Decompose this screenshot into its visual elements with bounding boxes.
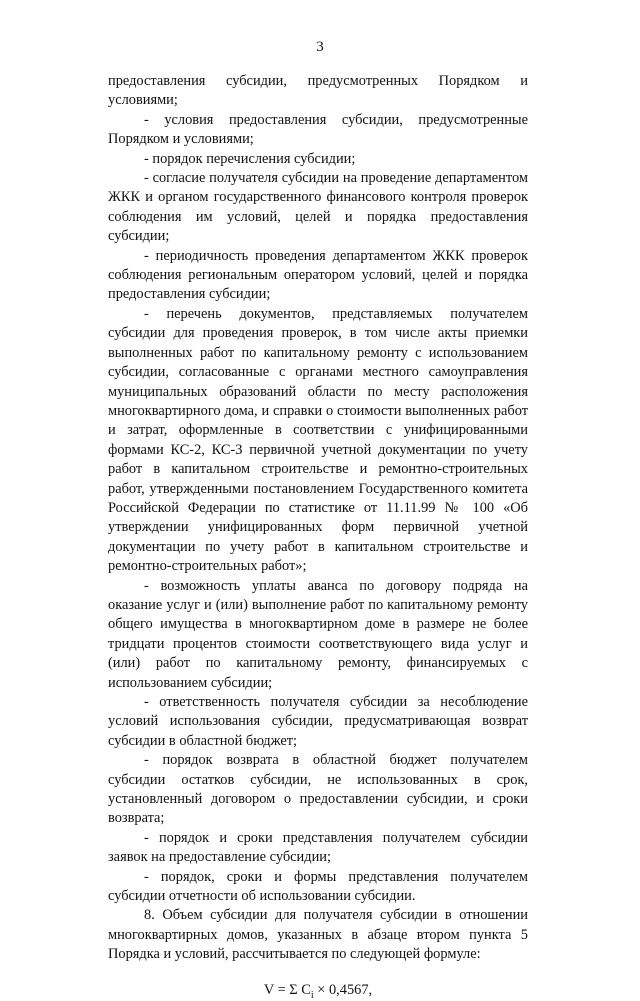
paragraph: - ответственность получателя субсидии за несоблюдение условий использования субсидии, предусматривающая возврат субсидии в областной бюджет; — [108, 694, 528, 749]
paragraph: - порядок и сроки представления получателем субсидии заявок на предоставление субсидии; — [108, 829, 528, 866]
subsidy-formula — [108, 981, 528, 1000]
formula-subscript: i — [310, 989, 314, 1001]
paragraph: - согласие получателя субсидии на проведение департаментом ЖКК и органом государственного финансового контроля проверок соблюдения им условий, целей и порядка предоставления субсидии; — [108, 170, 528, 245]
paragraph: - возможность уплаты аванса по договору подряда на оказание услуг и (или) выполнение работ по капитальному ремонту общего имущества в многоквартирном доме в размере не более тридцати процентов стоимости соответствующего вида услуг и (или) работ по капитальному ремонту, финансируемых с использованием субсидии; — [108, 577, 528, 691]
paragraph: предоставления субсидии, предусмотренных Порядком и условиями; — [108, 73, 528, 109]
paragraph: - условия предоставления субсидии, предусмотренные Порядком и условиями; — [108, 111, 528, 148]
paragraph: 8. Объем субсидии для получателя субсидии в отношении многоквартирных домов, указанных в абзаце втором пункта 5 Порядка и условий, рассчитывается по следующей формуле: — [108, 907, 528, 963]
paragraph: - периодичность проведения департаментом ЖКК проверок соблюдения региональным оператором условий, целей и порядка предоставления субсидии; — [108, 247, 528, 303]
formula-lhs: V = Σ C — [263, 981, 311, 998]
paragraph: - порядок возврата в областной бюджет получателем субсидии остатков субсидии, не использованных в срок, установленный договором о предоставлении субсидии, и сроки возврата; — [108, 752, 528, 827]
document-body — [108, 72, 528, 1000]
paragraph: - перечень документов, представляемых получателем субсидии для проведения проверок, в том числе акты приемки выполненных работ по капитальному ремонту с использованием субсидии, согласованные с органами местного самоуправления муниципальных образований области по месту расположения многоквартирного дома, и справки о стоимости выполненных работ и затрат, оформленные в соответствии с унифицированными формами КС-2, КС-3 первичной учетной документации по учету работ в капитальном строительстве и ремонтно-строительных работ, утвержденными постановлением Государственного комитета Российской Федерации по статистике от 11.11.99 № 100 «Об утверждении унифицированных форм первичной учетной документации по учету работ в капитальном строительстве и ремонтно-строительных работ»; — [108, 305, 528, 575]
paragraph: - порядок перечисления субсидии; — [144, 150, 356, 167]
formula-rhs: × 0,4567, — [313, 981, 373, 998]
paragraph: - порядок, сроки и формы представления получателем субсидии отчетности об использовании субсидии. — [108, 868, 528, 905]
page-number: 3 — [316, 39, 324, 55]
